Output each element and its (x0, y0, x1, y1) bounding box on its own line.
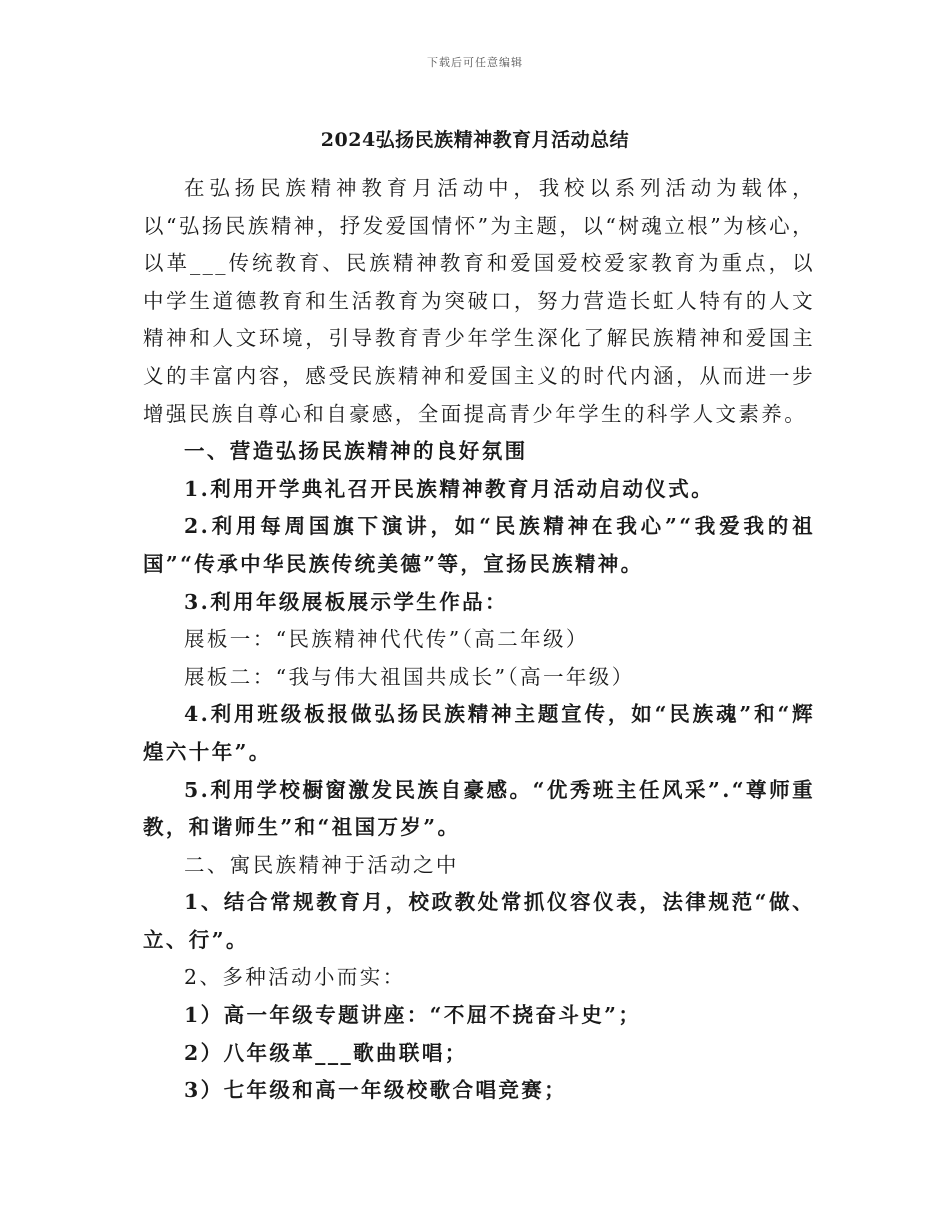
list-subitem: 展板二：“我与伟大祖国共成长”（高一年级） (184, 664, 635, 689)
list-subitem: 展板一：“民族精神代代传”（高二年级） (184, 627, 589, 652)
page-header: 下载后可任意编辑 (427, 56, 523, 69)
list-subitem: 2）八年级革___歌曲联唱； (184, 1040, 468, 1065)
list-item: 5.利用学校橱窗激发民族自豪感。“优秀班主任风采”.“尊师重教，和谐师生”和“祖国万岁”。 (143, 777, 815, 840)
section-heading-2: 二、寓民族精神于活动之中 (184, 852, 459, 877)
list-item: 3.利用年级展板展示学生作品： (184, 589, 508, 614)
document-body (143, 170, 815, 1110)
list-subitem: 3）七年级和高一年级校歌合唱竞赛； (184, 1078, 568, 1103)
list-subitem: 1）高一年级专题讲座：“不屈不挠奋斗史”； (184, 1003, 642, 1028)
list-item: 2、多种活动小而实： (184, 965, 406, 990)
section-heading-1: 一、营造弘扬民族精神的良好氛围 (184, 439, 528, 464)
list-item: 1、结合常规教育月，校政教处常抓仪容仪表，法律规范“做、立、行”。 (143, 890, 815, 952)
list-item: 1.利用开学典礼召开民族精神教育月活动启动仪式。 (184, 476, 714, 501)
intro-paragraph: 在弘扬民族精神教育月活动中，我校以系列活动为载体，以“弘扬民族精神，抒发爱国情怀”为主题，以“树魂立根”为核心，以革___传统教育、民族精神教育和爱国爱校爱家教育为重点，以中学生道德教育和生活教育为突破口，努力营造长虹人特有的人文精神和人文环境，引导教育青少年学生深化了解民族精神和爱国主义的丰富内容，感受民族精神和爱国主义的时代内涵，从而进一步增强民族自尊心和自豪感，全面提高青少年学生的科学人文素养。 (143, 176, 815, 426)
list-item: 2.利用每周国旗下演讲，如“民族精神在我心”“我爱我的祖国”“传承中华民族传统美德”等，宣扬民族精神。 (143, 514, 815, 576)
list-item: 4.利用班级板报做弘扬民族精神主题宣传，如“民族魂”和“辉煌六十年”。 (143, 702, 815, 764)
document-title: 2024弘扬民族精神教育月活动总结 (320, 129, 630, 151)
